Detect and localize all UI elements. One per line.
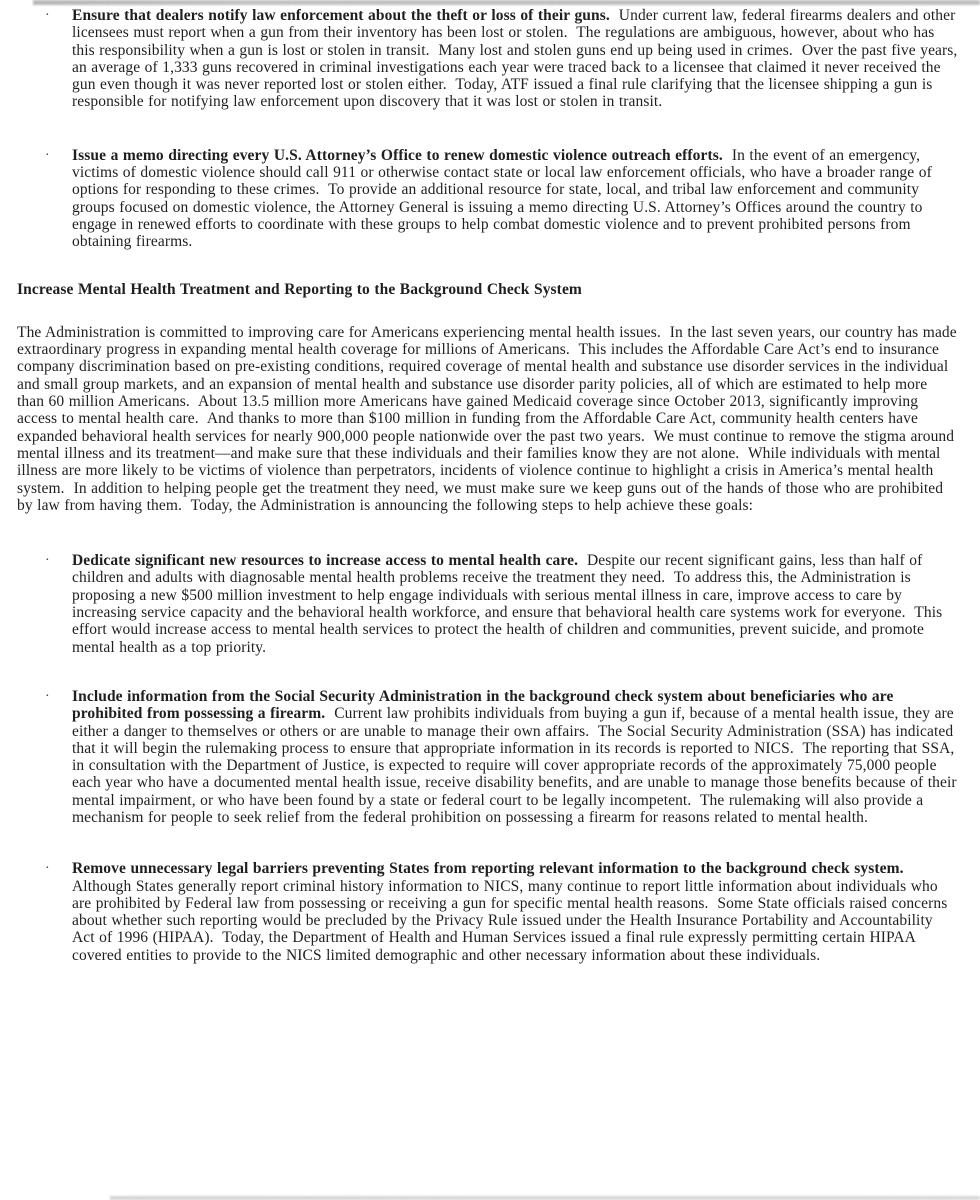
- bullet-lead: Ensure that dealers notify law enforcement about the theft or loss of their guns.: [72, 7, 610, 24]
- bullet-dot-icon: ·: [45, 861, 50, 877]
- bullet-paragraph: [72, 552, 958, 656]
- bullet-dot-icon: ·: [45, 553, 50, 569]
- bullet-item-mental-health-resources: [17, 552, 958, 656]
- bullet-item-ssa-background-check: [17, 687, 962, 826]
- bullet-dot-icon: ·: [45, 8, 50, 23]
- clipped-text-artifact-top: [33, 0, 980, 5]
- bullet-lead: Remove unnecessary legal barriers preventing States from reporting relevant information to the background check system.: [72, 860, 904, 878]
- bullet-body: Despite our recent significant gains, less than half of children and adults with diagnosable mental health problems receive the treatment they need. To address this, the Administration is proposing a new $500 million investment to help engage individuals with serious mental illness in care, improve access to care by increasing service capacity and the behavioral health workforce, and ensure that behavioral health care systems work for everyone. This effort would increase access to mental health services to protect the health of children and communities, prevent suicide, and promote mental health as a top priority.: [72, 552, 947, 656]
- bullet-paragraph: [72, 687, 962, 826]
- bullet-paragraph: [72, 860, 958, 964]
- bullet-paragraph: [72, 147, 958, 251]
- bullet-body: Current law prohibits individuals from buying a gun if, because of a mental health issue, they are either a danger to themselves or others or are unable to manage their own affairs. The Social Security Administration (SSA) has indicated that it will begin the rulemaking process to ensure that appropriate information in its records is reported to NICS. The reporting that SSA, in consultation with the Department of Justice, is expected to require will cover appropriate records of the approximately 75,000 people each year who have a documented mental health issue, receive disability benefits, and are unable to manage those benefits because of their mental impairment, or who have been found by a state or federal court to be legally incompetent. The rulemaking will also provide a mechanism for people to seek relief from the federal prohibition on possessing a firearm for reasons related to mental health.: [72, 705, 962, 826]
- section-heading: Increase Mental Health Treatment and Reporting to the Background Check System: [17, 280, 582, 298]
- clipped-text-artifact-bottom: [110, 1196, 980, 1200]
- bullet-dot-icon: ·: [45, 147, 50, 163]
- bullet-body: Under current law, federal firearms dealers and other licensees must report when a gun from their inventory has been lost or stolen. The regulations are ambiguous, however, about who has this responsibility when a gun is lost or stolen in transit. Many lost and stolen guns end up being used in crimes. Over the past five years, an average of 1,333 guns recovered in criminal investigations each year were traced back to a licensee that claimed it never received the gun even though it was never reported lost or stolen either. Today, ATF issued a final rule clarifying that the licensee shipping a gun is responsible for notifying law enforcement upon discovery that it was lost or stolen in transit.: [72, 7, 962, 111]
- bullet-item-remove-legal-barriers: [17, 860, 958, 964]
- bullet-paragraph: [72, 7, 962, 111]
- bullet-lead: Dedicate significant new resources to increase access to mental health care.: [72, 552, 579, 570]
- bullet-item-dealer-notification: [17, 7, 962, 111]
- bullet-item-domestic-violence-memo: [17, 147, 958, 251]
- bullet-body: In the event of an emergency, victims of domestic violence should call 911 or otherwise contact state or local law enforcement officials, who have a broader range of options for responding to these crimes. To provide an additional resource for state, local, and tribal law enforcement and community groups focused on domestic violence, the Attorney General is issuing a memo directing U.S. Attorney’s Offices around the country to engage in renewed efforts to coordinate with these groups to help combat domestic violence and to prevent prohibited persons from obtaining firearms.: [72, 146, 937, 251]
- bullet-body: Although States generally report criminal history information to NICS, many continue to report little information about individuals who are prohibited by Federal law from possessing or receiving a gun for specific mental health reasons. Some State officials raised concerns about whether such reporting would be precluded by the Privacy Rule issued under the Health Insurance Portability and Accountability Act of 1996 (HIPAA). Today, the Department of Health and Human Services issued a final rule expressly permitting certain HIPAA covered entities to provide to the NICS limited demographic and other necessary information about these individuals.: [72, 860, 952, 964]
- bullet-lead: Issue a memo directing every U.S. Attorney’s Office to renew domestic violence outreach efforts.: [72, 146, 723, 164]
- bullet-dot-icon: ·: [45, 688, 50, 704]
- intro-paragraph: The Administration is committed to improving care for Americans experiencing mental health issues. In the last seven years, our country has made extraordinary progress in expanding mental health coverage for millions of Americans. This includes the Affordable Care Act’s end to insurance company discrimination based on pre-existing conditions, required coverage of mental health and substance use disorder services in the individual and small group markets, and an expansion of mental health and substance use disorder parity policies, all of which are estimated to help more than 60 million Americans. About 13.5 million more Americans have gained Medicaid coverage since October 2013, significantly improving access to mental health care. And thanks to more than $100 million in funding from the Affordable Care Act, community health centers have expanded behavioral health services for nearly 900,000 people nationwide over the past two years. We must continue to remove the stigma around mental illness and its treatment—and make sure that these individuals and their families know they are not alone. While individuals with mental illness are more likely to be victims of violence than perpetrators, incidents of violence continue to highlight a crisis in America’s mental health system. In addition to helping people get the treatment they need, we must make sure we keep guns out of the hands of those who are prohibited by law from having them. Today, the Administration is announcing the following steps to help achieve these goals:: [17, 323, 962, 514]
- bullet-lead: Include information from the Social Security Administration in the background check system about beneficiaries who are prohibited from possessing a firearm.: [72, 687, 898, 723]
